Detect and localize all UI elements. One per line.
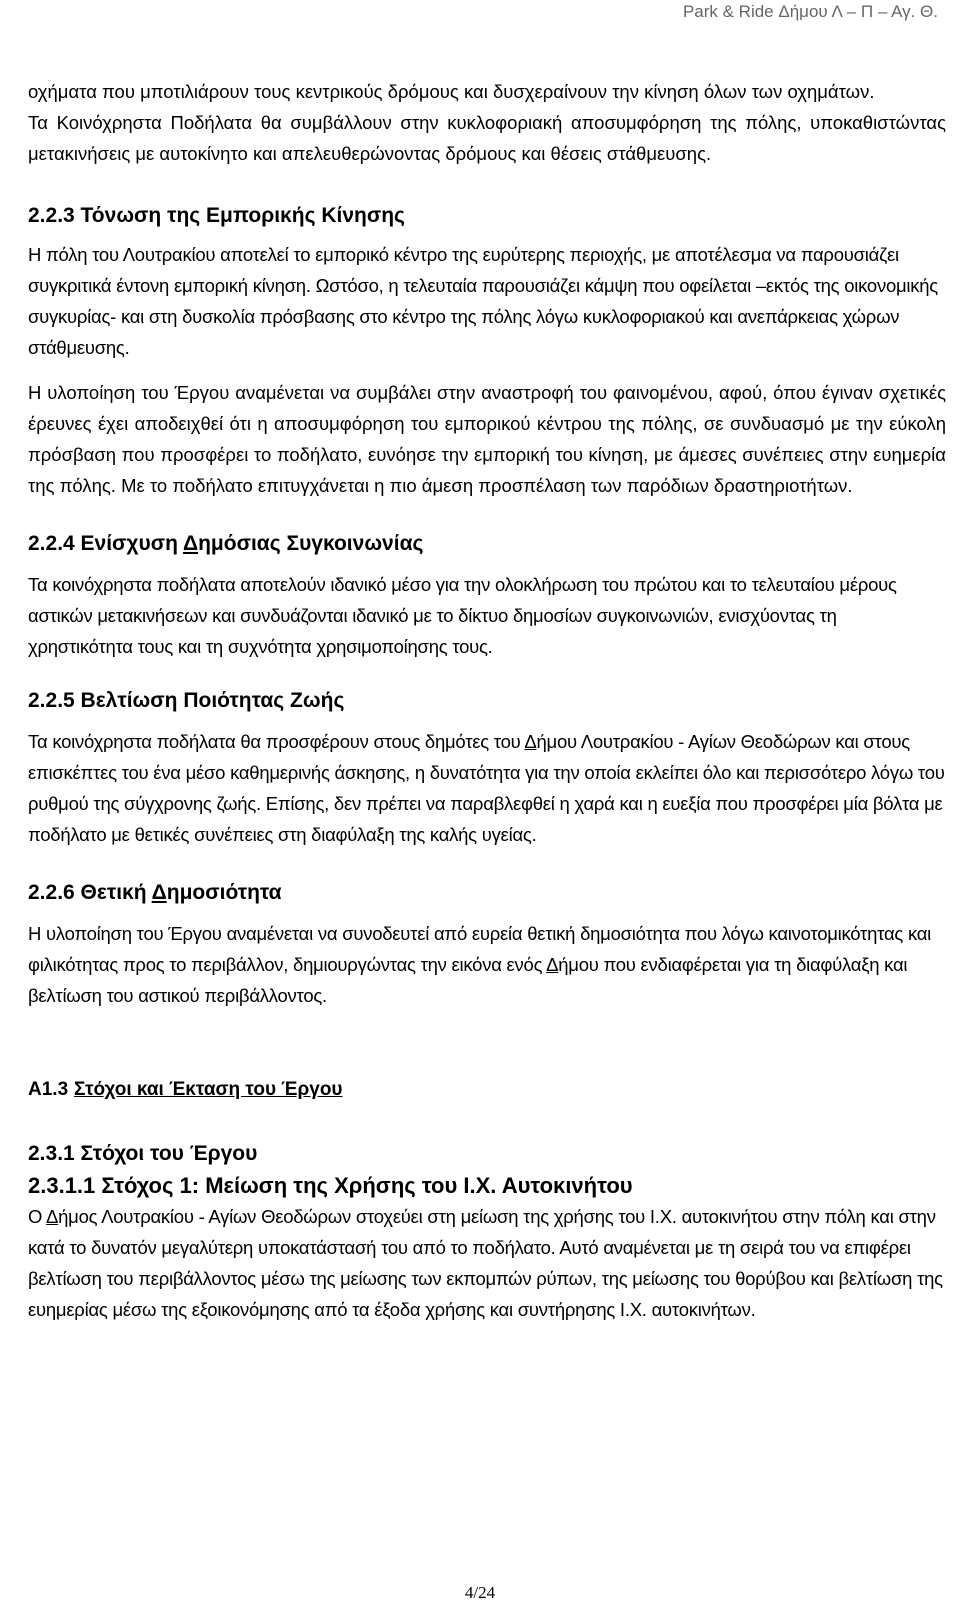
text-part: Τα κοινόχρηστα ποδήλατα θα προσφέρουν στους δημότες του: [28, 731, 525, 752]
section-2-3-1-1-paragraph-1: [28, 1201, 946, 1325]
text-part: Δ: [524, 731, 537, 752]
section-2-2-3-paragraph-2: Η υλοποίηση του Έργου αναμένεται να συμβάλει στην αναστροφή του φαινομένου, αφού, όπου έγιναν σχετικές έρευνες έχει αποδειχθεί ότι η αποσυμφόρηση του εμπορικού κέντρου της πόλης, σε συνδυασμό με την εύκολη πρόσβαση που προσφέρει το ποδήλατο, ευνόησε την εμπορική του κίνηση, με άμεσες συνέπειες στην ευημερία της πόλης. Με το ποδήλατο επιτυγχάνεται η πιο άμεση προσπέλαση των παρόδιων δραστηριοτήτων.: [28, 382, 946, 496]
section-title: Στόχοι και Έκταση του Έργου: [74, 1079, 343, 1100]
running-header: Park & Ride Δήμου Λ – Π – Αγ. Θ.: [682, 2, 938, 21]
text-part: ήμος Λουτρακίου - Αγίων Θεοδώρων στοχεύει στη μείωση της χρήσης του Ι.Χ. αυτοκινήτου στην πόλη και στην κατά το δυνατόν μεγαλύτερη υποκατάστασή του από το ποδήλατο. Αυτό αναμένεται με τη σειρά του να επιφέρει βελτίωση του περιβάλλοντος μέσω της μείωσης των εκπομπών ρύπων, της μείωσης του θορύβου και βελτίωση της ευημερίας μέσω της εξοικονόμησης από τα έξοδα χρήσης και συντήρησης Ι.Χ. αυτοκινήτων.: [28, 1206, 943, 1320]
text-part: ήμου που ενδιαφέρεται για τη διαφύλαξη και βελτίωση του αστικού περιβάλλοντος.: [28, 954, 908, 1006]
section-heading-2-3-1: 2.3.1 Στόχοι του Έργου: [28, 1142, 258, 1165]
heading-part: ημόσιας Συγκοινωνίας: [198, 532, 424, 555]
section-heading-2-2-5: 2.2.5 Βελτίωση Ποιότητας Ζωής: [28, 689, 345, 712]
section-heading-2-2-3: 2.2.3 Τόνωση της Εμπορικής Κίνησης: [28, 204, 405, 227]
text-part: Η υλοποίηση του Έργου αναμένεται να συνοδευτεί από ευρεία θετική δημοσιότητα που λόγω καινοτομικότητας και φιλικότητας προς το περιβάλλον, δημιουργώντας την εικόνα ενός: [28, 923, 932, 975]
intro-paragraph-1: οχήματα που μποτιλιάρουν τους κεντρικούς δρόμους και δυσχεραίνουν την κίνηση όλων των οχημάτων.: [28, 81, 875, 102]
section-2-2-6-paragraph-1: [28, 918, 946, 1011]
heading-part: ημοσιότητα: [166, 881, 282, 904]
heading-part: 2.2.4 Ενίσχυση: [28, 532, 183, 555]
heading-part: Δ: [183, 532, 199, 555]
section-number: Α1.3: [28, 1079, 69, 1100]
text-part: Δ: [46, 1206, 59, 1227]
text-part: Δ: [546, 954, 559, 975]
section-2-2-5-paragraph-1: [28, 726, 946, 850]
heading-part: Δ: [151, 881, 167, 904]
text-part: ήμου Λουτρακίου - Αγίων Θεοδώρων και στους επισκέπτες του ένα μέσο καθημερινής άσκησης, η δυνατότητα για την οποία εκλείπει όλο και περισσότερο λόγω του ρυθμού της σύγχρονης ζωής. Επίσης, δεν πρέπει να παραβλεφθεί η χαρά και η ευεξία που προσφέρει μία βόλτα με ποδήλατο με θετικές συνέπειες στη διαφύλαξη της καλής υγείας.: [28, 731, 945, 845]
section-heading-a1-3: [28, 1075, 946, 1105]
text-part: Ο: [28, 1206, 47, 1227]
page-number: 4/24: [464, 1583, 496, 1602]
section-2-2-3-paragraph-1: Η πόλη του Λουτρακίου αποτελεί το εμπορικό κέντρο της ευρύτερης περιοχής, με αποτέλεσμα να παρουσιάζει συγκριτικά έντονη εμπορική κίνηση. Ωστόσο, η τελευταία παρουσιάζει κάμψη που οφείλεται –εκτός της οικονομικής συγκυρίας- και στη δυσκολία πρόσβασης στο κέντρο της πόλης λόγω κυκλοφοριακού και ανεπάρκειας χώρων στάθμευσης.: [28, 244, 938, 358]
page-content: [28, 76, 946, 1325]
intro-paragraph-2: Τα Κοινόχρηστα Ποδήλατα θα συμβάλλουν στην κυκλοφοριακή αποσυμφόρηση της πόλης, υποκαθιστώντας μετακινήσεις με αυτοκίνητο και απελευθερώνοντας δρόμους και θέσεις στάθμευσης.: [28, 112, 946, 164]
heading-part: 2.2.6 Θετική: [28, 881, 152, 904]
section-heading-2-2-6: [28, 878, 946, 908]
section-2-2-4-paragraph-1: Τα κοινόχρηστα ποδήλατα αποτελούν ιδανικό μέσο για την ολοκλήρωση του πρώτου και το τελευταίου μέρους αστικών μετακινήσεων και συνδυάζονται ιδανικό με το δίκτυο δημοσίων συγκοινωνιών, ενισχύοντας τη χρηστικότητα τους και τη συχνότητα χρησιμοποίησης τους.: [28, 574, 897, 657]
section-heading-2-2-4: [28, 529, 946, 559]
section-heading-2-3-1-1: 2.3.1.1 Στόχος 1: Μείωση της Χρήσης του Ι.Χ. Αυτοκινήτου: [28, 1173, 633, 1198]
